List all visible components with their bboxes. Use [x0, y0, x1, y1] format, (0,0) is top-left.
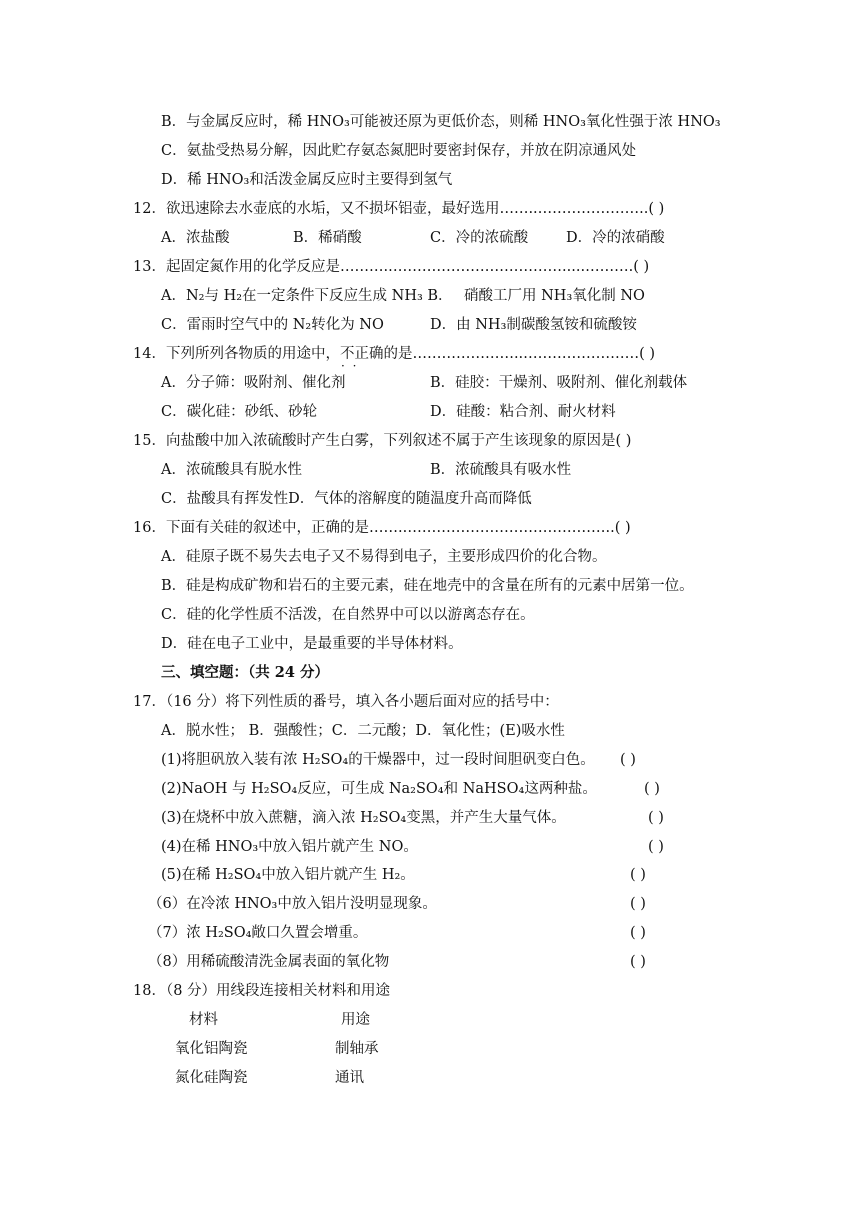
q11-option-d: D．稀 HNO₃和活泼金属反应时主要得到氢气	[161, 172, 453, 188]
q13-stem: 13．起固定氮作用的化学反应是……….……………………………….....……….( )	[133, 259, 650, 275]
q12-option-d: D．冷的浓硝酸	[566, 230, 665, 246]
q14-stem-pre: 14．下列所列各物质的用途中，	[133, 346, 340, 362]
q17-blank-7[interactable]: ( )	[630, 925, 646, 941]
q17-blank-8[interactable]: ( )	[630, 954, 646, 970]
q14-option-c: C．碳化硅：砂纸、砂轮	[161, 404, 318, 420]
q14-option-d: D．硅酸：粘合剂、耐火材料	[430, 404, 616, 420]
q17-blank-2[interactable]: ( )	[644, 781, 660, 797]
q13-option-c: C．雷雨时空气中的 N₂转化为 NO	[161, 317, 384, 333]
q17-item-1: (1)将胆矾放入装有浓 H₂SO₄的干燥器中，过一段时间胆矾变白色。	[161, 752, 595, 768]
q12-stem: 12．欲迅速除去水壶底的水垢，又不损坏铝壶，最好选用……..…………………..( )	[133, 201, 665, 217]
q17-blank-4[interactable]: ( )	[648, 839, 664, 855]
q17-blank-5[interactable]: ( )	[630, 867, 646, 883]
q17-blank-3[interactable]: ( )	[648, 810, 664, 826]
q17-item-7: （7）浓 H₂SO₄敞口久置会增重。	[148, 925, 368, 941]
q16-stem: 16．下面有关硅的叙述中，正确的是…….……………………………………..( )	[133, 520, 631, 536]
q18-header-material: 材料	[189, 1012, 218, 1028]
q16-option-a: A．硅原子既不易失去电子又不易得到电子，主要形成四价的化合物。	[161, 549, 607, 565]
q18-header-use: 用途	[341, 1012, 370, 1028]
q14-option-a: A．分子筛：吸附剂、催化剂	[161, 375, 346, 391]
q12-option-a: A．浓盐酸	[161, 230, 230, 246]
q18-stem: 18．（8 分）用线段连接相关材料和用途	[133, 983, 391, 999]
q17-item-5: (5)在稀 H₂SO₄中放入铝片就产生 H₂。	[161, 867, 415, 883]
q12-option-b: B．稀硝酸	[293, 230, 362, 246]
q17-item-3: (3)在烧杯中放入蔗糖，滴入浓 H₂SO₄变黑，并产生大量气体。	[161, 810, 566, 826]
q17-stem: 17．（16 分）将下列性质的番号，填入各小题后面对应的括号中：	[133, 694, 559, 710]
q17-item-2: (2)NaOH 与 H₂SO₄反应，可生成 Na₂SO₄和 NaHSO₄这两种盐。	[161, 781, 597, 797]
q15-option-cd: C．盐酸具有挥发性D．气体的溶解度的随温度升高而降低	[161, 491, 532, 507]
q11-option-b: B．与金属反应时，稀 HNO₃可能被还原为更低价态，则稀 HNO₃氧化性强于浓 HNO₃	[161, 114, 721, 130]
section-heading: 三、填空题：（共 24 分）	[161, 664, 330, 681]
q16-option-c: C．硅的化学性质不活泼，在自然界中可以以游离态存在。	[161, 607, 535, 623]
q13-option-a: A．N₂与 H₂在一定条件下反应生成 NH₃ B．	[161, 288, 453, 304]
q17-blank-6[interactable]: ( )	[630, 896, 646, 912]
q18-material-2: 氮化硅陶瓷	[175, 1070, 248, 1086]
q15-option-b: B．浓硫酸具有吸水性	[430, 462, 572, 478]
q16-option-d: D．硅在电子工业中，是最重要的半导体材料。	[161, 636, 463, 652]
q18-use-1: 制轴承	[335, 1041, 379, 1057]
q17-item-4: (4)在稀 HNO₃中放入铝片就产生 NO。	[161, 839, 418, 855]
q17-item-6: （6）在冷浓 HNO₃中放入铝片没明显现象。	[148, 896, 437, 912]
q18-use-2: 通讯	[335, 1070, 364, 1086]
q17-item-8: （8）用稀硫酸清洗金属表面的氧化物	[148, 954, 390, 970]
q14-stem-emphasis: 不正确 · ·	[340, 346, 384, 362]
q13-option-b: 硝酸工厂用 NH₃氧化制 NO	[464, 288, 645, 304]
q14-stem	[133, 345, 655, 363]
q15-stem: 15．向盐酸中加入浓硫酸时产生白雾，下列叙述不属于产生该现象的原因是( )	[133, 433, 632, 449]
q14-option-b: B．硅胶：干燥剂、吸附剂、催化剂载体	[430, 375, 688, 391]
q18-material-1: 氧化铝陶瓷	[175, 1041, 248, 1057]
q12-option-c: C．冷的浓硫酸	[430, 230, 529, 246]
q15-option-a: A．浓硫酸具有脱水性	[161, 462, 302, 478]
q17-options: A．脱水性； B．强酸性；C．二元酸；D．氧化性；(E)吸水性	[161, 723, 565, 739]
q11-option-c: C．氨盐受热易分解，因此贮存氨态氮肥时要密封保存，并放在阴凉通风处	[161, 143, 637, 159]
q14-stem-post: 的是…………………..……………………( )	[383, 346, 656, 362]
q17-blank-1[interactable]: ( )	[620, 752, 636, 768]
q16-option-b: B．硅是构成矿物和岩石的主要元素，硅在地壳中的含量在所有的元素中居第一位。	[161, 578, 694, 594]
q13-option-d: D．由 NH₃制碳酸氢铵和硫酸铵	[430, 317, 637, 333]
